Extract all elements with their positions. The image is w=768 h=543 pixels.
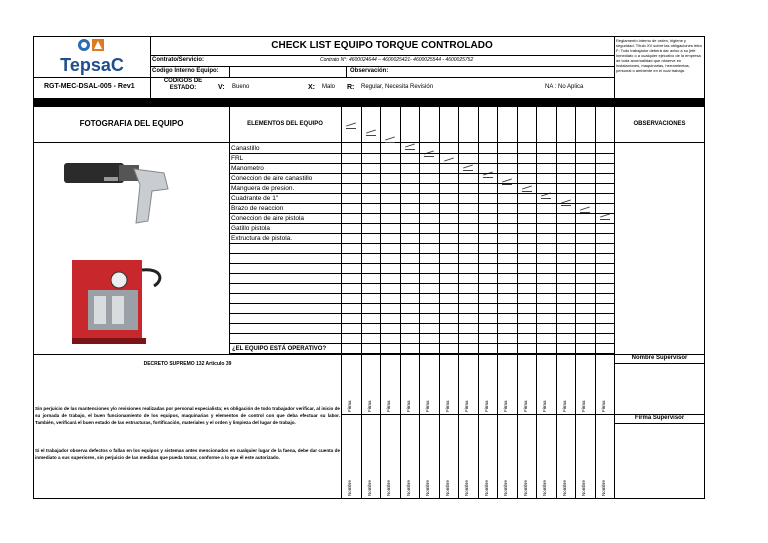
day-header-mark	[463, 163, 472, 170]
firma-cell-label: Firma	[561, 400, 567, 412]
day-header-mark	[580, 205, 589, 212]
equipment-photo-gun	[64, 151, 172, 233]
checklist-row: Gatillo pistola	[231, 225, 271, 232]
nombre-cell-label: Nombre	[581, 479, 586, 496]
logo	[34, 37, 150, 77]
firma-cell-label: Firma	[366, 400, 372, 412]
decree-text-1: Sin perjuicio de las mantenciones y/o revisiones realizadas por personal especialista; es obligación de todo trabajador verificar, al inicio de su jornada de trabajo, el buen funcionamiento de los equipos, maquinarias y elementos de control con que deba efectuar su labor. También, verificará el buen estado de las estructuras, fortificación, materiales y el orden y limpieza del lugar de trabajo.	[35, 406, 340, 425]
checklist-row: Canastillo	[231, 145, 260, 152]
code-na-desc: NA : No Aplica	[545, 84, 584, 90]
page-title: CHECK LIST EQUIPO TORQUE CONTROLADO	[271, 40, 493, 51]
firma-cell-label: Firma	[405, 400, 411, 412]
firma-cell-label: Firma	[347, 400, 352, 412]
regulation-note: Reglamento interno de orden, higiene y seguridad. Título XV sobre las obligaciones letra F: Todo trabajador deberá dar aviso a su jefe inmediato o a cualquier ejecutivo de la empresa de toda anormalidad que observe en instalaciones, maquinarias, herramientas, personal o ambiente en el cual trabaja.	[616, 38, 702, 73]
firma-cell-label: Firma	[464, 400, 469, 412]
firma-cell-label: Firma	[503, 400, 508, 412]
checklist-row: Manometro	[231, 165, 264, 172]
nombre-cell-label: Nombre	[386, 479, 391, 496]
code-r-key: R:	[347, 84, 355, 91]
day-header-mark	[385, 135, 394, 142]
day-header-mark	[346, 121, 355, 128]
nombre-cell-label: Nombre	[483, 479, 489, 496]
firma-cell-label: Firma	[483, 400, 489, 412]
logo-text: TepsaC	[60, 55, 124, 75]
contract-label: Contrato/Servicio:	[152, 57, 205, 63]
code-x-key: X:	[308, 84, 315, 91]
operative-question: ¿EL EQUIPO ESTÁ OPERATIVO?	[232, 346, 327, 352]
decree-text-2: Si el trabajador observa defectos o fallas en los equipos y sistemas antes mencionados en cualquier lugar de la faena, debe dar cuenta de inmediato a sus superiores, sin perjuicio de las medidas que pueda tomar, conforme a lo que él este autorizado.	[35, 448, 340, 460]
firma-cell-label: Firma	[425, 400, 430, 412]
contract-value: Contrato N°: 4600024644 – 4600025421- 4600025544 - 4600025752	[320, 57, 474, 63]
equipment-photo-cart	[64, 250, 174, 355]
observations-column-header: OBSERVACIONES	[633, 121, 686, 127]
nombre-cell-label: Nombre	[600, 479, 606, 496]
checklist-row: Cuadrante de 1"	[231, 195, 279, 202]
nombre-cell-label: Nombre	[542, 479, 547, 496]
checklist-row: Coneccion de aire pistola	[231, 215, 304, 222]
code-x-desc: Malo	[322, 84, 336, 90]
supervisor-sign-label: Firma Supervisor	[614, 415, 705, 424]
firma-cell-label: Firma	[444, 400, 450, 412]
code-r-desc: Regular, Necesita Revisión	[361, 84, 434, 90]
nombre-cell-label: Nombre	[347, 479, 352, 496]
nombre-cell-label: Nombre	[522, 479, 528, 496]
firma-cell-label: Firma	[600, 400, 606, 412]
codes-label: CODIGOS DE ESTADO:	[163, 78, 203, 91]
doc-code: RGT-MEC-DSAL-005 - Rev1	[44, 83, 135, 90]
checklist-row: Extructura de pistola.	[231, 235, 293, 242]
day-header-mark	[522, 184, 531, 191]
nombre-cell-label: Nombre	[425, 479, 430, 496]
firma-cell-label: Firma	[581, 400, 586, 412]
nombre-cell-label: Nombre	[503, 479, 508, 496]
supervisor-name-label: Nombre Supervisor	[614, 355, 705, 364]
nombre-cell-label: Nombre	[444, 479, 450, 496]
checklist-row: Brazo de reaccion	[231, 205, 284, 212]
nombre-cell-label: Nombre	[366, 479, 372, 496]
code-v-desc: Bueno	[232, 84, 250, 90]
photo-column-header: FOTOGRAFIA DEL EQUIPO	[79, 119, 184, 128]
nombre-cell-label: Nombre	[561, 479, 567, 496]
firma-cell-label: Firma	[522, 400, 528, 412]
observation-label: Observación:	[350, 68, 389, 74]
firma-cell-label: Firma	[542, 400, 547, 412]
checklist-row: Coneccion de aire canastillo	[231, 175, 313, 182]
code-v-key: V:	[218, 84, 225, 91]
nombre-cell-label: Nombre	[464, 479, 469, 496]
firma-cell-label: Firma	[386, 400, 391, 412]
internal-code-label: Codigo Interno Equipo:	[152, 68, 219, 74]
day-header-mark	[405, 142, 414, 149]
day-header-mark	[444, 156, 453, 163]
checklist-row: Manguera de presion.	[231, 185, 295, 192]
decree-title: DECRETO SUPREMO 132 Artículo 39	[143, 361, 232, 367]
header-band	[34, 98, 705, 106]
checklist-row: FRL	[231, 155, 244, 162]
elements-column-header: ELEMENTOS DEL EQUIPO	[247, 121, 323, 127]
day-header-mark	[366, 128, 375, 135]
nombre-cell-label: Nombre	[405, 479, 411, 496]
